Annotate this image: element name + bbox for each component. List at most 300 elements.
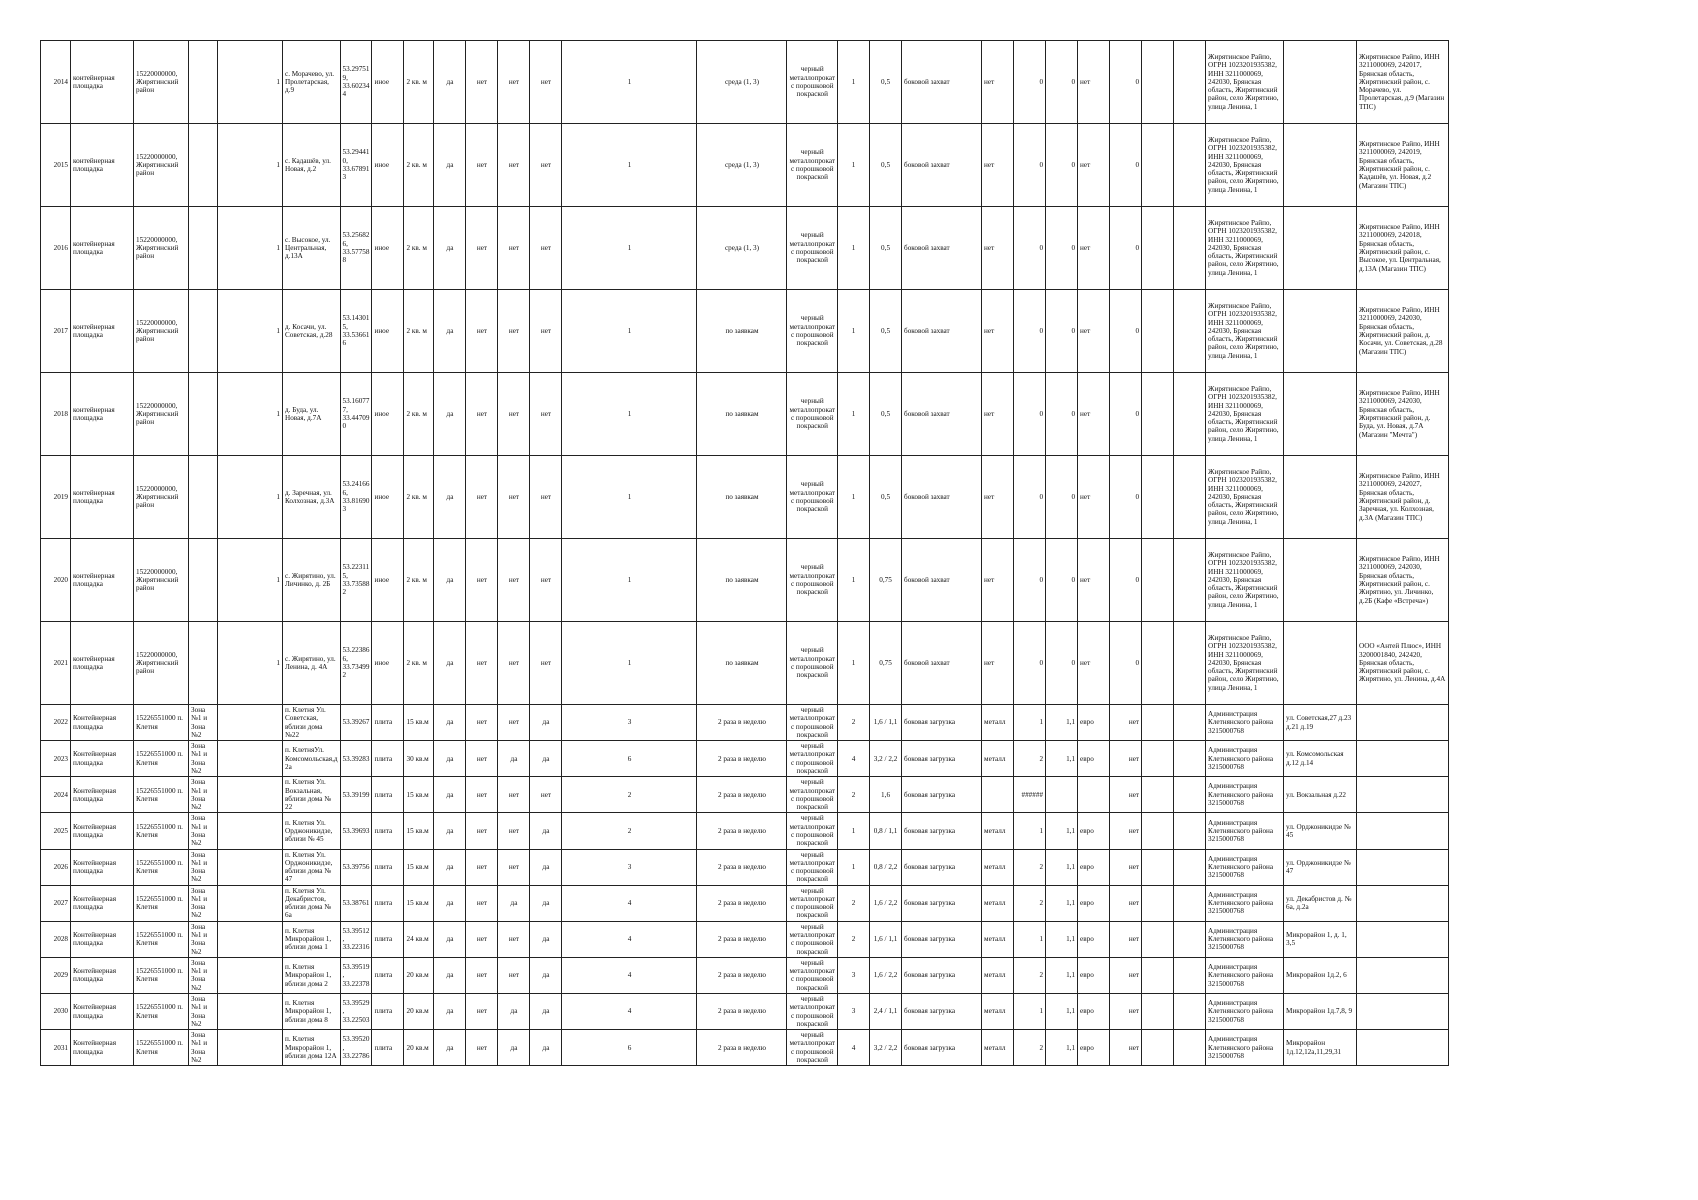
value-1-cell: ###### <box>1014 777 1046 813</box>
value-1-cell: 1 <box>1014 705 1046 741</box>
site-type-cell: контейнерная площадка <box>71 539 134 622</box>
table-row <box>41 705 1449 741</box>
container-material-cell: черный металлопрокат с порошковой покраской <box>787 124 838 207</box>
collection-frequency-cell: 2 раза в неделю <box>697 957 787 993</box>
row-number-cell: 2031 <box>41 1030 71 1066</box>
container-qty-cell: 1 <box>838 849 870 885</box>
container-volume-cell: 0,75 <box>870 622 902 705</box>
container-count-cell: 6 <box>562 1030 697 1066</box>
row-number-cell: 2020 <box>41 539 71 622</box>
blank-2-cell <box>1174 1030 1206 1066</box>
container-qty-cell: 2 <box>838 705 870 741</box>
value-3-cell: нет <box>1110 813 1142 849</box>
attr-a-cell: да <box>434 622 466 705</box>
container-volume-cell: 0,8 / 1,1 <box>870 813 902 849</box>
value-1-cell: 2 <box>1014 885 1046 921</box>
blank-1-cell <box>1142 777 1174 813</box>
flag-one-cell: 1 <box>218 456 283 539</box>
coordinates-cell: 53.39520 , 33.22786 <box>340 1030 372 1066</box>
attr-b-cell: нет <box>466 741 498 777</box>
euro-cell: нет <box>1078 290 1110 373</box>
metal-cell <box>982 777 1014 813</box>
euro-cell: нет <box>1078 41 1110 124</box>
coordinates-cell: 53.39199 <box>340 777 372 813</box>
container-count-cell: 1 <box>562 456 697 539</box>
attr-a-cell: да <box>434 849 466 885</box>
metal-cell: нет <box>982 622 1014 705</box>
table-row <box>41 290 1449 373</box>
address-cell: п. Клетня Микрорайон 1, вблизи дома 2 <box>283 957 341 993</box>
container-material-cell: черный металлопрокат с порошковой покраской <box>787 957 838 993</box>
owner-cell: Администрация Клетнянского района 3215000768 <box>1206 849 1284 885</box>
value-3-cell: 0 <box>1110 290 1142 373</box>
container-volume-cell: 0,5 <box>870 290 902 373</box>
surface-type-cell: иное <box>372 373 404 456</box>
collection-frequency-cell: среда (1, 3) <box>697 41 787 124</box>
area-cell: 2 кв. м <box>404 622 434 705</box>
table-row <box>41 994 1449 1030</box>
coordinates-cell: 53.22386 6, 33.73499 2 <box>340 622 372 705</box>
zone-cell: Зона №1 и Зона №2 <box>189 777 218 813</box>
coordinates-cell: 53.14301 5, 33.53661 6 <box>340 290 372 373</box>
container-material-cell: черный металлопрокат с порошковой покраской <box>787 705 838 741</box>
value-3-cell: 0 <box>1110 373 1142 456</box>
waste-source-cell <box>1357 921 1449 957</box>
blank-2-cell <box>1174 622 1206 705</box>
flag-one-cell <box>218 741 283 777</box>
waste-source-cell <box>1357 994 1449 1030</box>
owner-cell: Администрация Клетнянского района 3215000768 <box>1206 741 1284 777</box>
attr-a-cell: да <box>434 921 466 957</box>
euro-cell: евро <box>1078 813 1110 849</box>
blank-1-cell <box>1142 456 1174 539</box>
loading-type-cell: боковая загрузка <box>902 705 982 741</box>
attr-d-cell: нет <box>530 622 562 705</box>
coordinates-cell: 53.25682 6, 33.57758 8 <box>340 207 372 290</box>
waste-source-cell <box>1357 777 1449 813</box>
container-count-cell: 4 <box>562 957 697 993</box>
loading-type-cell: боковой захват <box>902 373 982 456</box>
coordinates-cell: 53.29441 0, 33.67891 3 <box>340 124 372 207</box>
container-count-cell: 4 <box>562 994 697 1030</box>
blank-2-cell <box>1174 539 1206 622</box>
address-cell: с. Кадашёв, ул. Новая, д.2 <box>283 124 341 207</box>
attr-c-cell: нет <box>498 207 530 290</box>
attr-c-cell: нет <box>498 813 530 849</box>
oktmo-code-cell: 15226551000 п. Клетня <box>134 885 189 921</box>
served-objects-cell: ул. Орджоникидзе № 45 <box>1284 813 1357 849</box>
flag-one-cell <box>218 921 283 957</box>
owner-cell: Жирятинское Райпо, ОГРН 1023201935382, ИНН 3211000069, 242030, Брянская область, Жирятинский район, село Жирятино, улица Ленина, 1 <box>1206 622 1284 705</box>
table-row <box>41 622 1449 705</box>
oktmo-code-cell: 15220000000, Жирятинский район <box>134 539 189 622</box>
metal-cell: нет <box>982 373 1014 456</box>
blank-1-cell <box>1142 1030 1174 1066</box>
container-count-cell: 4 <box>562 921 697 957</box>
loading-type-cell: боковая загрузка <box>902 849 982 885</box>
value-1-cell: 2 <box>1014 1030 1046 1066</box>
served-objects-cell <box>1284 373 1357 456</box>
attr-a-cell: да <box>434 41 466 124</box>
blank-2-cell <box>1174 741 1206 777</box>
metal-cell: металл <box>982 885 1014 921</box>
table-row <box>41 373 1449 456</box>
metal-cell: металл <box>982 741 1014 777</box>
area-cell: 2 кв. м <box>404 207 434 290</box>
owner-cell: Администрация Клетнянского района 3215000768 <box>1206 957 1284 993</box>
value-2-cell: 0 <box>1046 456 1078 539</box>
owner-cell: Жирятинское Райпо, ОГРН 1023201935382, ИНН 3211000069, 242030, Брянская область, Жирятинский район, село Жирятино, улица Ленина, 1 <box>1206 124 1284 207</box>
loading-type-cell: боковая загрузка <box>902 777 982 813</box>
collection-frequency-cell: 2 раза в неделю <box>697 849 787 885</box>
container-qty-cell: 1 <box>838 41 870 124</box>
oktmo-code-cell: 15226551000 п. Клетня <box>134 849 189 885</box>
zone-cell: Зона №1 и Зона №2 <box>189 705 218 741</box>
attr-b-cell: нет <box>466 994 498 1030</box>
served-objects-cell: Микрорайон 1д.12,12а,11,29,31 <box>1284 1030 1357 1066</box>
metal-cell: металл <box>982 921 1014 957</box>
attr-c-cell: нет <box>498 849 530 885</box>
container-qty-cell: 1 <box>838 290 870 373</box>
flag-one-cell: 1 <box>218 290 283 373</box>
attr-a-cell: да <box>434 539 466 622</box>
collection-frequency-cell: 2 раза в неделю <box>697 741 787 777</box>
coordinates-cell: 53.22311 5, 33.73588 2 <box>340 539 372 622</box>
value-1-cell: 0 <box>1014 41 1046 124</box>
surface-type-cell: плита <box>372 885 404 921</box>
flag-one-cell <box>218 777 283 813</box>
attr-c-cell: нет <box>498 373 530 456</box>
container-volume-cell: 0,5 <box>870 373 902 456</box>
container-material-cell: черный металлопрокат с порошковой покраской <box>787 813 838 849</box>
blank-1-cell <box>1142 622 1174 705</box>
surface-type-cell: иное <box>372 539 404 622</box>
metal-cell: нет <box>982 207 1014 290</box>
address-cell: п. Клетня Микрорайон 1, вблизи дома 8 <box>283 994 341 1030</box>
value-3-cell: 0 <box>1110 207 1142 290</box>
zone-cell <box>189 539 218 622</box>
value-2-cell: 0 <box>1046 207 1078 290</box>
value-2-cell: 1,1 <box>1046 1030 1078 1066</box>
served-objects-cell <box>1284 456 1357 539</box>
row-number-cell: 2028 <box>41 921 71 957</box>
coordinates-cell: 53.39693 <box>340 813 372 849</box>
container-count-cell: 2 <box>562 777 697 813</box>
zone-cell: Зона №1 и Зона №2 <box>189 885 218 921</box>
address-cell: п. КлетняУл. Комсомольская,д 2а <box>283 741 341 777</box>
attr-b-cell: нет <box>466 957 498 993</box>
euro-cell: евро <box>1078 741 1110 777</box>
attr-d-cell: нет <box>530 777 562 813</box>
zone-cell: Зона №1 и Зона №2 <box>189 741 218 777</box>
blank-1-cell <box>1142 885 1174 921</box>
container-material-cell: черный металлопрокат с порошковой покраской <box>787 207 838 290</box>
euro-cell: нет <box>1078 124 1110 207</box>
waste-source-cell: Жирятинское Райпо, ИНН 3211000069, 242019, Брянская область, Жирятинский район, с. Кадашёв, ул. Новая, д.2 (Магазин ТПС) <box>1357 124 1449 207</box>
metal-cell: нет <box>982 539 1014 622</box>
value-2-cell: 0 <box>1046 539 1078 622</box>
value-1-cell: 0 <box>1014 124 1046 207</box>
site-type-cell: контейнерная площадка <box>71 456 134 539</box>
attr-d-cell: нет <box>530 41 562 124</box>
container-material-cell: черный металлопрокат с порошковой покраской <box>787 921 838 957</box>
value-2-cell: 1,1 <box>1046 994 1078 1030</box>
owner-cell: Администрация Клетнянского района 3215000768 <box>1206 813 1284 849</box>
euro-cell: евро <box>1078 885 1110 921</box>
attr-d-cell: нет <box>530 290 562 373</box>
blank-1-cell <box>1142 849 1174 885</box>
table-row <box>41 885 1449 921</box>
collection-frequency-cell: 2 раза в неделю <box>697 885 787 921</box>
address-cell: д. Буда, ул. Новая, д.7А <box>283 373 341 456</box>
container-qty-cell: 1 <box>838 207 870 290</box>
blank-1-cell <box>1142 994 1174 1030</box>
blank-2-cell <box>1174 849 1206 885</box>
row-number-cell: 2025 <box>41 813 71 849</box>
row-number-cell: 2027 <box>41 885 71 921</box>
attr-d-cell: нет <box>530 456 562 539</box>
value-2-cell: 0 <box>1046 124 1078 207</box>
value-2-cell: 0 <box>1046 373 1078 456</box>
container-qty-cell: 1 <box>838 124 870 207</box>
zone-cell: Зона №1 и Зона №2 <box>189 994 218 1030</box>
attr-c-cell: нет <box>498 124 530 207</box>
served-objects-cell: ул. Советская,27 д.23 д.21 д.19 <box>1284 705 1357 741</box>
site-type-cell: Контейнерная площадка <box>71 813 134 849</box>
attr-b-cell: нет <box>466 456 498 539</box>
site-type-cell: Контейнерная площадка <box>71 849 134 885</box>
value-3-cell: 0 <box>1110 539 1142 622</box>
attr-a-cell: да <box>434 777 466 813</box>
value-1-cell: 1 <box>1014 813 1046 849</box>
value-1-cell: 0 <box>1014 290 1046 373</box>
euro-cell: евро <box>1078 849 1110 885</box>
site-type-cell: контейнерная площадка <box>71 41 134 124</box>
value-3-cell: 0 <box>1110 41 1142 124</box>
waste-source-cell <box>1357 957 1449 993</box>
container-qty-cell: 2 <box>838 777 870 813</box>
waste-source-cell <box>1357 849 1449 885</box>
area-cell: 15 кв.м <box>404 705 434 741</box>
row-number-cell: 2015 <box>41 124 71 207</box>
value-3-cell: нет <box>1110 705 1142 741</box>
container-volume-cell: 1,6 / 2,2 <box>870 885 902 921</box>
euro-cell: нет <box>1078 207 1110 290</box>
address-cell: п. Клетня Ул. Советская, вблизи дома №22 <box>283 705 341 741</box>
container-volume-cell: 0,5 <box>870 41 902 124</box>
container-count-cell: 1 <box>562 290 697 373</box>
euro-cell: евро <box>1078 957 1110 993</box>
loading-type-cell: боковой захват <box>902 456 982 539</box>
container-volume-cell: 3,2 / 2,2 <box>870 1030 902 1066</box>
container-material-cell: черный металлопрокат с порошковой покраской <box>787 885 838 921</box>
address-cell: п. Клетня Ул. Декабристов, вблизи дома № 6а <box>283 885 341 921</box>
waste-source-cell <box>1357 1030 1449 1066</box>
blank-1-cell <box>1142 124 1174 207</box>
value-2-cell <box>1046 777 1078 813</box>
loading-type-cell: боковой захват <box>902 622 982 705</box>
attr-c-cell: да <box>498 994 530 1030</box>
oktmo-code-cell: 15226551000 п. Клетня <box>134 813 189 849</box>
loading-type-cell: боковой захват <box>902 207 982 290</box>
served-objects-cell <box>1284 41 1357 124</box>
coordinates-cell: 53.24166 6, 33.81690 3 <box>340 456 372 539</box>
value-3-cell: нет <box>1110 849 1142 885</box>
site-type-cell: Контейнерная площадка <box>71 885 134 921</box>
value-1-cell: 2 <box>1014 849 1046 885</box>
metal-cell: металл <box>982 849 1014 885</box>
surface-type-cell: плита <box>372 813 404 849</box>
container-volume-cell: 0,5 <box>870 456 902 539</box>
container-volume-cell: 2,4 / 1,1 <box>870 994 902 1030</box>
container-qty-cell: 1 <box>838 373 870 456</box>
row-number-cell: 2022 <box>41 705 71 741</box>
collection-frequency-cell: по заявкам <box>697 290 787 373</box>
metal-cell: нет <box>982 290 1014 373</box>
value-3-cell: нет <box>1110 777 1142 813</box>
euro-cell: нет <box>1078 622 1110 705</box>
attr-a-cell: да <box>434 741 466 777</box>
container-material-cell: черный металлопрокат с порошковой покраской <box>787 456 838 539</box>
metal-cell: металл <box>982 957 1014 993</box>
zone-cell <box>189 207 218 290</box>
surface-type-cell: плита <box>372 921 404 957</box>
container-count-cell: 1 <box>562 373 697 456</box>
area-cell: 2 кв. м <box>404 41 434 124</box>
area-cell: 20 кв.м <box>404 1030 434 1066</box>
area-cell: 15 кв.м <box>404 885 434 921</box>
surface-type-cell: иное <box>372 124 404 207</box>
owner-cell: Администрация Клетнянского района 3215000768 <box>1206 885 1284 921</box>
zone-cell <box>189 290 218 373</box>
area-cell: 15 кв.м <box>404 777 434 813</box>
zone-cell <box>189 41 218 124</box>
oktmo-code-cell: 15226551000 п. Клетня <box>134 957 189 993</box>
blank-2-cell <box>1174 41 1206 124</box>
value-3-cell: нет <box>1110 921 1142 957</box>
loading-type-cell: боковая загрузка <box>902 957 982 993</box>
container-material-cell: черный металлопрокат с порошковой покраской <box>787 849 838 885</box>
owner-cell: Жирятинское Райпо, ОГРН 1023201935382, ИНН 3211000069, 242030, Брянская область, Жирятинский район, село Жирятино, улица Ленина, 1 <box>1206 373 1284 456</box>
row-number-cell: 2018 <box>41 373 71 456</box>
row-number-cell: 2029 <box>41 957 71 993</box>
attr-d-cell: да <box>530 957 562 993</box>
site-type-cell: контейнерная площадка <box>71 622 134 705</box>
site-type-cell: Контейнерная площадка <box>71 957 134 993</box>
address-cell: с. Высокое, ул. Центральная, д.13А <box>283 207 341 290</box>
blank-1-cell <box>1142 373 1174 456</box>
zone-cell: Зона №1 и Зона №2 <box>189 1030 218 1066</box>
container-volume-cell: 0,8 / 2,2 <box>870 849 902 885</box>
euro-cell <box>1078 777 1110 813</box>
waste-source-cell: Жирятинское Райпо, ИНН 3211000069, 242018, Брянская область, Жирятинский район, с. Высокое, ул. Центральная, д.13А (Магазин ТПС) <box>1357 207 1449 290</box>
waste-source-cell: Жирятинское Райпо, ИНН 3211000069, 242030, Брянская область, Жирятинский район, д. Косачи, ул. Советская, д.28 (Магазин ТПС) <box>1357 290 1449 373</box>
blank-2-cell <box>1174 124 1206 207</box>
attr-a-cell: да <box>434 885 466 921</box>
container-volume-cell: 1,6 / 1,1 <box>870 705 902 741</box>
owner-cell: Жирятинское Райпо, ОГРН 1023201935382, ИНН 3211000069, 242030, Брянская область, Жирятинский район, село Жирятино, улица Ленина, 1 <box>1206 456 1284 539</box>
table-row <box>41 41 1449 124</box>
table-row <box>41 957 1449 993</box>
table-row <box>41 207 1449 290</box>
owner-cell: Администрация Клетнянского района 3215000768 <box>1206 994 1284 1030</box>
oktmo-code-cell: 15226551000 п. Клетня <box>134 994 189 1030</box>
collection-frequency-cell: по заявкам <box>697 539 787 622</box>
attr-b-cell: нет <box>466 813 498 849</box>
attr-d-cell: нет <box>530 373 562 456</box>
attr-b-cell: нет <box>466 207 498 290</box>
flag-one-cell: 1 <box>218 207 283 290</box>
loading-type-cell: боковая загрузка <box>902 1030 982 1066</box>
waste-source-cell: Жирятинское Райпо, ИНН 3211000069, 242030, Брянская область, Жирятинский район, с. Жирятино, ул. Личинко, д.2Б (Кафе «Встреча») <box>1357 539 1449 622</box>
blank-2-cell <box>1174 885 1206 921</box>
oktmo-code-cell: 15220000000, Жирятинский район <box>134 207 189 290</box>
address-cell: д. Косачи, ул. Советская, д.28 <box>283 290 341 373</box>
euro-cell: нет <box>1078 456 1110 539</box>
table-row <box>41 539 1449 622</box>
surface-type-cell: плита <box>372 957 404 993</box>
owner-cell: Администрация Клетнянского района 3215000768 <box>1206 921 1284 957</box>
euro-cell: нет <box>1078 539 1110 622</box>
blank-1-cell <box>1142 957 1174 993</box>
served-objects-cell: Микрорайон 1, д. 1, 3,5 <box>1284 921 1357 957</box>
address-cell: п. Клетня Ул. Вокзальная, вблизи дома № 22 <box>283 777 341 813</box>
container-qty-cell: 3 <box>838 957 870 993</box>
flag-one-cell <box>218 813 283 849</box>
attr-d-cell: да <box>530 741 562 777</box>
served-objects-cell <box>1284 539 1357 622</box>
served-objects-cell <box>1284 207 1357 290</box>
served-objects-cell: ул. Комсомольская д.12 д.14 <box>1284 741 1357 777</box>
row-number-cell: 2017 <box>41 290 71 373</box>
container-count-cell: 1 <box>562 539 697 622</box>
surface-type-cell: плита <box>372 777 404 813</box>
owner-cell: Жирятинское Райпо, ОГРН 1023201935382, ИНН 3211000069, 242030, Брянская область, Жирятинский район, село Жирятино, улица Ленина, 1 <box>1206 539 1284 622</box>
blank-2-cell <box>1174 777 1206 813</box>
zone-cell <box>189 124 218 207</box>
blank-1-cell <box>1142 290 1174 373</box>
site-type-cell: контейнерная площадка <box>71 124 134 207</box>
value-2-cell: 1,1 <box>1046 921 1078 957</box>
metal-cell: металл <box>982 813 1014 849</box>
table-row <box>41 741 1449 777</box>
loading-type-cell: боковая загрузка <box>902 885 982 921</box>
value-2-cell: 1,1 <box>1046 885 1078 921</box>
attr-a-cell: да <box>434 1030 466 1066</box>
oktmo-code-cell: 15226551000 п. Клетня <box>134 777 189 813</box>
row-number-cell: 2024 <box>41 777 71 813</box>
attr-b-cell: нет <box>466 1030 498 1066</box>
surface-type-cell: иное <box>372 290 404 373</box>
oktmo-code-cell: 15226551000 п. Клетня <box>134 705 189 741</box>
container-qty-cell: 1 <box>838 813 870 849</box>
surface-type-cell: иное <box>372 207 404 290</box>
collection-frequency-cell: среда (1, 3) <box>697 124 787 207</box>
zone-cell: Зона №1 и Зона №2 <box>189 849 218 885</box>
collection-frequency-cell: по заявкам <box>697 622 787 705</box>
value-2-cell: 1,1 <box>1046 705 1078 741</box>
attr-d-cell: да <box>530 885 562 921</box>
attr-c-cell: да <box>498 1030 530 1066</box>
flag-one-cell: 1 <box>218 373 283 456</box>
value-3-cell: нет <box>1110 957 1142 993</box>
attr-a-cell: да <box>434 994 466 1030</box>
blank-2-cell <box>1174 813 1206 849</box>
metal-cell: нет <box>982 456 1014 539</box>
surface-type-cell: плита <box>372 994 404 1030</box>
container-count-cell: 3 <box>562 705 697 741</box>
owner-cell: Жирятинское Райпо, ОГРН 1023201935382, ИНН 3211000069, 242030, Брянская область, Жирятинский район, село Жирятино, улица Ленина, 1 <box>1206 207 1284 290</box>
